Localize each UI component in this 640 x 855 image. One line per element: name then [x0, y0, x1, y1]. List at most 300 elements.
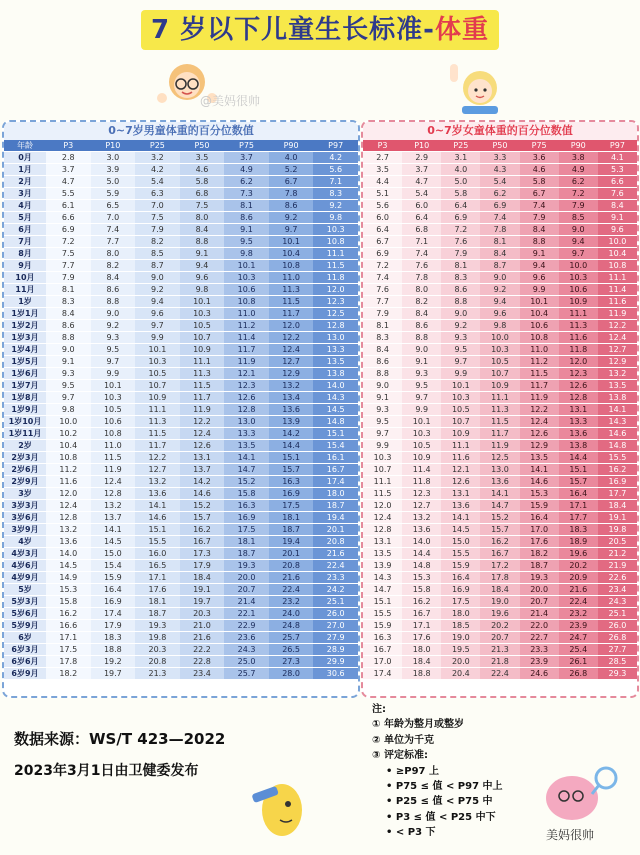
table-cell: 17.1 — [135, 572, 180, 584]
table-cell: 15.1 — [269, 452, 314, 464]
table-cell: 20.1 — [269, 548, 314, 560]
table-cell: 10.7 — [135, 380, 180, 392]
table-cell: 12.5 — [480, 452, 519, 464]
table-cell: 17.4 — [363, 668, 402, 680]
table-cell: 7.2 — [441, 224, 480, 236]
table-cell: 9.6 — [135, 308, 180, 320]
table-cell: 14.2 — [180, 476, 225, 488]
table-cell: 12.7 — [135, 464, 180, 476]
table-cell: 14.6 — [520, 476, 559, 488]
table-cell: 11.5 — [180, 380, 225, 392]
table-cell: 6.1 — [46, 200, 91, 212]
age-cell: 6月 — [4, 224, 46, 236]
age-cell: 4岁3月 — [4, 548, 46, 560]
table-cell: 20.0 — [441, 656, 480, 668]
table-cell: 8.2 — [91, 260, 136, 272]
age-cell: 6岁9月 — [4, 668, 46, 680]
table-cell: 9.2 — [441, 320, 480, 332]
table-cell: 15.5 — [598, 452, 637, 464]
table-cell: 10.3 — [559, 272, 598, 284]
table-cell: 22.9 — [224, 620, 269, 632]
age-cell: 6岁 — [4, 632, 46, 644]
table-cell: 11.1 — [363, 476, 402, 488]
table-cell: 11.7 — [135, 440, 180, 452]
table-cell: 18.8 — [402, 668, 441, 680]
table-cell: 10.5 — [480, 356, 519, 368]
table-cell: 10.3 — [91, 392, 136, 404]
age-cell: 2月 — [4, 176, 46, 188]
table-cell: 17.1 — [46, 632, 91, 644]
age-cell: 3岁6月 — [4, 512, 46, 524]
table-cell: 9.9 — [441, 368, 480, 380]
table-cell: 7.8 — [269, 188, 314, 200]
criteria-item: • < P3 下 — [386, 827, 436, 838]
table-row — [363, 392, 637, 404]
table-row — [4, 476, 358, 488]
table-cell: 11.4 — [402, 464, 441, 476]
table-cell: 13.5 — [363, 548, 402, 560]
table-cell: 10.1 — [224, 260, 269, 272]
table-cell: 19.5 — [441, 644, 480, 656]
table-cell: 11.4 — [598, 284, 637, 296]
table-cell: 16.4 — [520, 512, 559, 524]
girl_table-header-cell: P25 — [441, 140, 480, 152]
table-cell: 5.5 — [46, 188, 91, 200]
table-cell: 23.3 — [313, 572, 358, 584]
table-cell: 7.4 — [520, 200, 559, 212]
table-cell: 11.9 — [224, 356, 269, 368]
table-cell: 9.5 — [363, 416, 402, 428]
table-row — [363, 332, 637, 344]
table-row — [4, 668, 358, 680]
table-cell: 9.2 — [269, 212, 314, 224]
table-cell: 9.3 — [402, 368, 441, 380]
table-cell: 15.8 — [402, 584, 441, 596]
table-cell: 13.1 — [441, 488, 480, 500]
table-cell: 12.6 — [224, 392, 269, 404]
table-cell: 10.5 — [91, 404, 136, 416]
table-cell: 15.5 — [135, 536, 180, 548]
table-cell: 15.2 — [224, 476, 269, 488]
table-row — [4, 392, 358, 404]
table-cell: 10.3 — [313, 224, 358, 236]
table-cell: 17.3 — [180, 548, 225, 560]
table-cell: 18.9 — [559, 536, 598, 548]
table-cell: 18.7 — [269, 524, 314, 536]
table-cell: 11.7 — [520, 380, 559, 392]
table-cell: 10.1 — [180, 296, 225, 308]
table-cell: 26.8 — [598, 632, 637, 644]
table-cell: 7.6 — [402, 260, 441, 272]
table-cell: 9.7 — [269, 224, 314, 236]
note-item: ③ 评定标准: — [372, 750, 428, 762]
table-cell: 20.5 — [598, 536, 637, 548]
table-cell: 10.3 — [135, 356, 180, 368]
table-cell: 23.6 — [224, 632, 269, 644]
table-cell: 15.7 — [269, 464, 314, 476]
table-cell: 7.2 — [559, 188, 598, 200]
table-cell: 21.0 — [180, 620, 225, 632]
table-cell: 3.3 — [480, 152, 519, 164]
table-row — [363, 536, 637, 548]
note-item: ① 年龄为整月或整岁 — [372, 719, 464, 731]
table-cell: 12.8 — [559, 392, 598, 404]
table-cell: 19.3 — [224, 560, 269, 572]
table-row — [4, 500, 358, 512]
age-cell: 1岁4月 — [4, 344, 46, 356]
table-cell: 9.0 — [402, 344, 441, 356]
table-cell: 6.3 — [135, 188, 180, 200]
table-row — [4, 608, 358, 620]
table-cell: 20.0 — [520, 584, 559, 596]
table-cell: 20.8 — [313, 536, 358, 548]
table-row — [363, 236, 637, 248]
table-cell: 5.9 — [91, 188, 136, 200]
table-cell: 21.3 — [135, 668, 180, 680]
table-cell: 9.8 — [46, 404, 91, 416]
table-cell: 9.8 — [480, 320, 519, 332]
age-cell: 4月 — [4, 200, 46, 212]
table-row — [363, 644, 637, 656]
table-cell: 8.8 — [402, 332, 441, 344]
table-cell: 17.9 — [180, 560, 225, 572]
table-cell: 5.6 — [363, 200, 402, 212]
table-cell: 8.8 — [180, 236, 225, 248]
table-cell: 7.9 — [520, 212, 559, 224]
table-cell: 14.5 — [46, 560, 91, 572]
table-cell: 22.2 — [180, 644, 225, 656]
table-cell: 19.7 — [91, 668, 136, 680]
table-cell: 18.7 — [520, 560, 559, 572]
criteria-item: • P75 ≤ 值 < P97 中上 — [386, 781, 503, 792]
table-cell: 13.1 — [363, 536, 402, 548]
criteria-item: • P25 ≤ 值 < P75 中 — [386, 796, 493, 807]
table-cell: 10.9 — [480, 380, 519, 392]
table-cell: 16.9 — [91, 596, 136, 608]
table-row — [363, 428, 637, 440]
girl-cartoon-icon — [448, 60, 508, 114]
table-cell: 7.8 — [480, 224, 519, 236]
table-row — [363, 284, 637, 296]
age-cell: 5月 — [4, 212, 46, 224]
table-cell: 4.7 — [46, 176, 91, 188]
table-cell: 14.7 — [224, 464, 269, 476]
age-cell: 0月 — [4, 152, 46, 164]
table-cell: 19.4 — [269, 536, 314, 548]
table-cell: 9.2 — [480, 284, 519, 296]
table-row — [363, 176, 637, 188]
table-cell: 11.1 — [559, 308, 598, 320]
table-cell: 11.6 — [46, 476, 91, 488]
table-row — [4, 176, 358, 188]
table-cell: 17.2 — [480, 560, 519, 572]
table-cell: 8.6 — [363, 356, 402, 368]
table-cell: 10.0 — [559, 260, 598, 272]
table-cell: 11.9 — [480, 440, 519, 452]
table-cell: 11.4 — [224, 332, 269, 344]
table-cell: 4.2 — [135, 164, 180, 176]
table-cell: 9.0 — [46, 344, 91, 356]
table-cell: 11.5 — [91, 452, 136, 464]
age-cell: 5岁3月 — [4, 596, 46, 608]
boy_table-header-cell: P97 — [313, 140, 358, 152]
table-cell: 10.4 — [598, 248, 637, 260]
table-cell: 9.6 — [480, 308, 519, 320]
table-row — [363, 548, 637, 560]
table-cell: 8.1 — [224, 200, 269, 212]
table-cell: 21.6 — [313, 548, 358, 560]
table-cell: 14.3 — [313, 392, 358, 404]
table-cell: 25.4 — [559, 644, 598, 656]
top-watermark: @美妈很帅 — [200, 94, 261, 108]
table-cell: 12.7 — [402, 500, 441, 512]
table-cell: 18.4 — [480, 584, 519, 596]
table-cell: 12.8 — [91, 488, 136, 500]
table-cell: 8.3 — [441, 272, 480, 284]
table-cell: 6.5 — [91, 200, 136, 212]
table-cell: 9.3 — [91, 332, 136, 344]
table-cell: 13.6 — [135, 488, 180, 500]
table-cell: 13.8 — [559, 440, 598, 452]
table-cell: 4.6 — [180, 164, 225, 176]
table-row — [363, 632, 637, 644]
table-cell: 8.6 — [224, 212, 269, 224]
table-cell: 16.7 — [402, 608, 441, 620]
table-cell: 10.9 — [441, 428, 480, 440]
table-cell: 12.7 — [598, 344, 637, 356]
table-cell: 13.2 — [46, 524, 91, 536]
table-cell: 11.9 — [91, 464, 136, 476]
table-row — [4, 656, 358, 668]
table-cell: 7.5 — [180, 200, 225, 212]
table-cell: 11.1 — [180, 356, 225, 368]
age-cell: 3岁 — [4, 488, 46, 500]
table-cell: 11.3 — [559, 320, 598, 332]
table-cell: 9.1 — [180, 248, 225, 260]
table-cell: 16.2 — [480, 536, 519, 548]
table-cell: 5.2 — [269, 164, 314, 176]
age-cell: 3月 — [4, 188, 46, 200]
table-cell: 17.5 — [269, 500, 314, 512]
table-cell: 9.5 — [224, 236, 269, 248]
table-row — [4, 488, 358, 500]
table-cell: 12.7 — [269, 356, 314, 368]
age-cell: 1岁 — [4, 296, 46, 308]
table-cell: 6.2 — [224, 176, 269, 188]
table-cell: 10.3 — [402, 428, 441, 440]
age-cell: 1岁11月 — [4, 428, 46, 440]
table-row — [363, 620, 637, 632]
table-row — [4, 584, 358, 596]
table-cell: 17.5 — [46, 644, 91, 656]
table-cell: 14.8 — [598, 440, 637, 452]
table-cell: 17.4 — [91, 608, 136, 620]
table-cell: 9.2 — [91, 320, 136, 332]
table-cell: 11.0 — [224, 308, 269, 320]
table-row — [363, 344, 637, 356]
table-cell: 6.7 — [520, 188, 559, 200]
age-cell: 5岁6月 — [4, 608, 46, 620]
table-cell: 9.0 — [441, 308, 480, 320]
table-cell: 6.9 — [363, 248, 402, 260]
table-cell: 24.2 — [313, 584, 358, 596]
table-cell: 16.7 — [363, 644, 402, 656]
table-cell: 12.2 — [135, 452, 180, 464]
table-cell: 16.3 — [269, 476, 314, 488]
table-row — [363, 272, 637, 284]
table-cell: 5.4 — [402, 188, 441, 200]
table-cell: 12.6 — [520, 428, 559, 440]
table-cell: 12.3 — [402, 488, 441, 500]
table-row — [363, 296, 637, 308]
table-row — [4, 200, 358, 212]
table-row — [4, 524, 358, 536]
table-cell: 19.6 — [480, 608, 519, 620]
table-cell: 8.6 — [46, 320, 91, 332]
table-cell: 2.9 — [402, 152, 441, 164]
table-row — [363, 248, 637, 260]
table-cell: 10.7 — [480, 368, 519, 380]
table-cell: 4.7 — [402, 176, 441, 188]
table-cell: 22.1 — [224, 608, 269, 620]
table-cell: 10.5 — [441, 404, 480, 416]
table-cell: 15.3 — [46, 584, 91, 596]
table-cell: 11.8 — [559, 344, 598, 356]
table-cell: 14.0 — [46, 548, 91, 560]
table-row — [4, 464, 358, 476]
table-cell: 14.1 — [135, 500, 180, 512]
table-cell: 14.0 — [402, 536, 441, 548]
table-cell: 19.1 — [180, 584, 225, 596]
table-cell: 25.7 — [224, 668, 269, 680]
table-cell: 11.1 — [480, 392, 519, 404]
age-cell: 8月 — [4, 248, 46, 260]
table-cell: 18.4 — [180, 572, 225, 584]
table-cell: 15.2 — [180, 500, 225, 512]
table-cell: 17.8 — [480, 572, 519, 584]
table-cell: 3.9 — [91, 164, 136, 176]
table-cell: 9.6 — [520, 272, 559, 284]
table-cell: 5.8 — [520, 176, 559, 188]
boy-weight-panel — [2, 120, 360, 698]
table-cell: 16.4 — [559, 488, 598, 500]
table-cell: 8.3 — [46, 296, 91, 308]
table-cell: 22.4 — [269, 584, 314, 596]
table-cell: 8.8 — [520, 236, 559, 248]
table-cell: 12.8 — [313, 320, 358, 332]
table-row — [363, 524, 637, 536]
table-cell: 15.3 — [520, 488, 559, 500]
table-cell: 7.9 — [363, 308, 402, 320]
table-cell: 21.3 — [480, 644, 519, 656]
table-cell: 11.1 — [313, 248, 358, 260]
table-cell: 11.3 — [180, 368, 225, 380]
table-cell: 10.3 — [180, 308, 225, 320]
table-cell: 28.9 — [313, 644, 358, 656]
table-row — [4, 296, 358, 308]
table-cell: 23.4 — [598, 584, 637, 596]
table-cell: 9.9 — [91, 368, 136, 380]
table-cell: 9.5 — [46, 380, 91, 392]
table-cell: 16.3 — [363, 632, 402, 644]
table-cell: 12.0 — [313, 284, 358, 296]
table-cell: 13.0 — [313, 332, 358, 344]
table-cell: 10.3 — [441, 392, 480, 404]
table-cell: 23.9 — [520, 656, 559, 668]
table-cell: 12.0 — [363, 500, 402, 512]
table-cell: 14.3 — [363, 572, 402, 584]
table-cell: 7.5 — [135, 212, 180, 224]
age-cell: 1岁5月 — [4, 356, 46, 368]
table-cell: 11.8 — [313, 272, 358, 284]
table-cell: 13.3 — [559, 416, 598, 428]
table-cell: 26.8 — [559, 668, 598, 680]
table-row — [4, 188, 358, 200]
table-cell: 22.8 — [180, 656, 225, 668]
table-cell: 10.4 — [269, 248, 314, 260]
table-cell: 9.7 — [402, 392, 441, 404]
table-cell: 9.1 — [224, 224, 269, 236]
table-cell: 26.0 — [598, 620, 637, 632]
age-cell: 6岁3月 — [4, 644, 46, 656]
table-row — [4, 344, 358, 356]
table-row — [363, 188, 637, 200]
table-cell: 10.1 — [135, 344, 180, 356]
table-cell: 9.7 — [91, 356, 136, 368]
table-row — [363, 368, 637, 380]
table-cell: 12.3 — [224, 380, 269, 392]
table-row — [4, 620, 358, 632]
table-cell: 8.8 — [363, 368, 402, 380]
table-cell: 6.8 — [180, 188, 225, 200]
data-source-line1: 数据来源：WS/T 423—2022 — [14, 730, 226, 748]
table-cell: 8.4 — [91, 272, 136, 284]
table-cell: 16.7 — [180, 536, 225, 548]
table-cell: 8.6 — [269, 200, 314, 212]
notes-heading: 注: — [372, 704, 386, 715]
table-cell: 17.7 — [598, 488, 637, 500]
table-cell: 13.6 — [269, 404, 314, 416]
table-row — [4, 632, 358, 644]
table-cell: 3.0 — [91, 152, 136, 164]
table-cell: 20.7 — [224, 584, 269, 596]
table-cell: 6.7 — [363, 236, 402, 248]
table-cell: 7.4 — [363, 272, 402, 284]
table-cell: 11.8 — [402, 476, 441, 488]
table-cell: 15.3 — [402, 572, 441, 584]
table-cell: 29.3 — [598, 668, 637, 680]
table-cell: 18.0 — [441, 608, 480, 620]
table-cell: 14.5 — [313, 404, 358, 416]
table-row — [4, 272, 358, 284]
table-cell: 17.6 — [520, 536, 559, 548]
table-cell: 13.5 — [313, 356, 358, 368]
table-cell: 13.2 — [269, 380, 314, 392]
table-cell: 8.8 — [91, 296, 136, 308]
table-row — [4, 572, 358, 584]
table-cell: 4.6 — [520, 164, 559, 176]
table-cell: 13.5 — [598, 380, 637, 392]
table-cell: 12.4 — [363, 512, 402, 524]
criteria-item: • ≥P97 上 — [386, 766, 439, 777]
table-cell: 17.5 — [224, 524, 269, 536]
table-cell: 15.9 — [91, 572, 136, 584]
table-cell: 14.7 — [363, 584, 402, 596]
table-cell: 6.6 — [46, 212, 91, 224]
table-cell: 21.6 — [180, 632, 225, 644]
table-cell: 9.1 — [46, 356, 91, 368]
table-cell: 24.6 — [520, 668, 559, 680]
